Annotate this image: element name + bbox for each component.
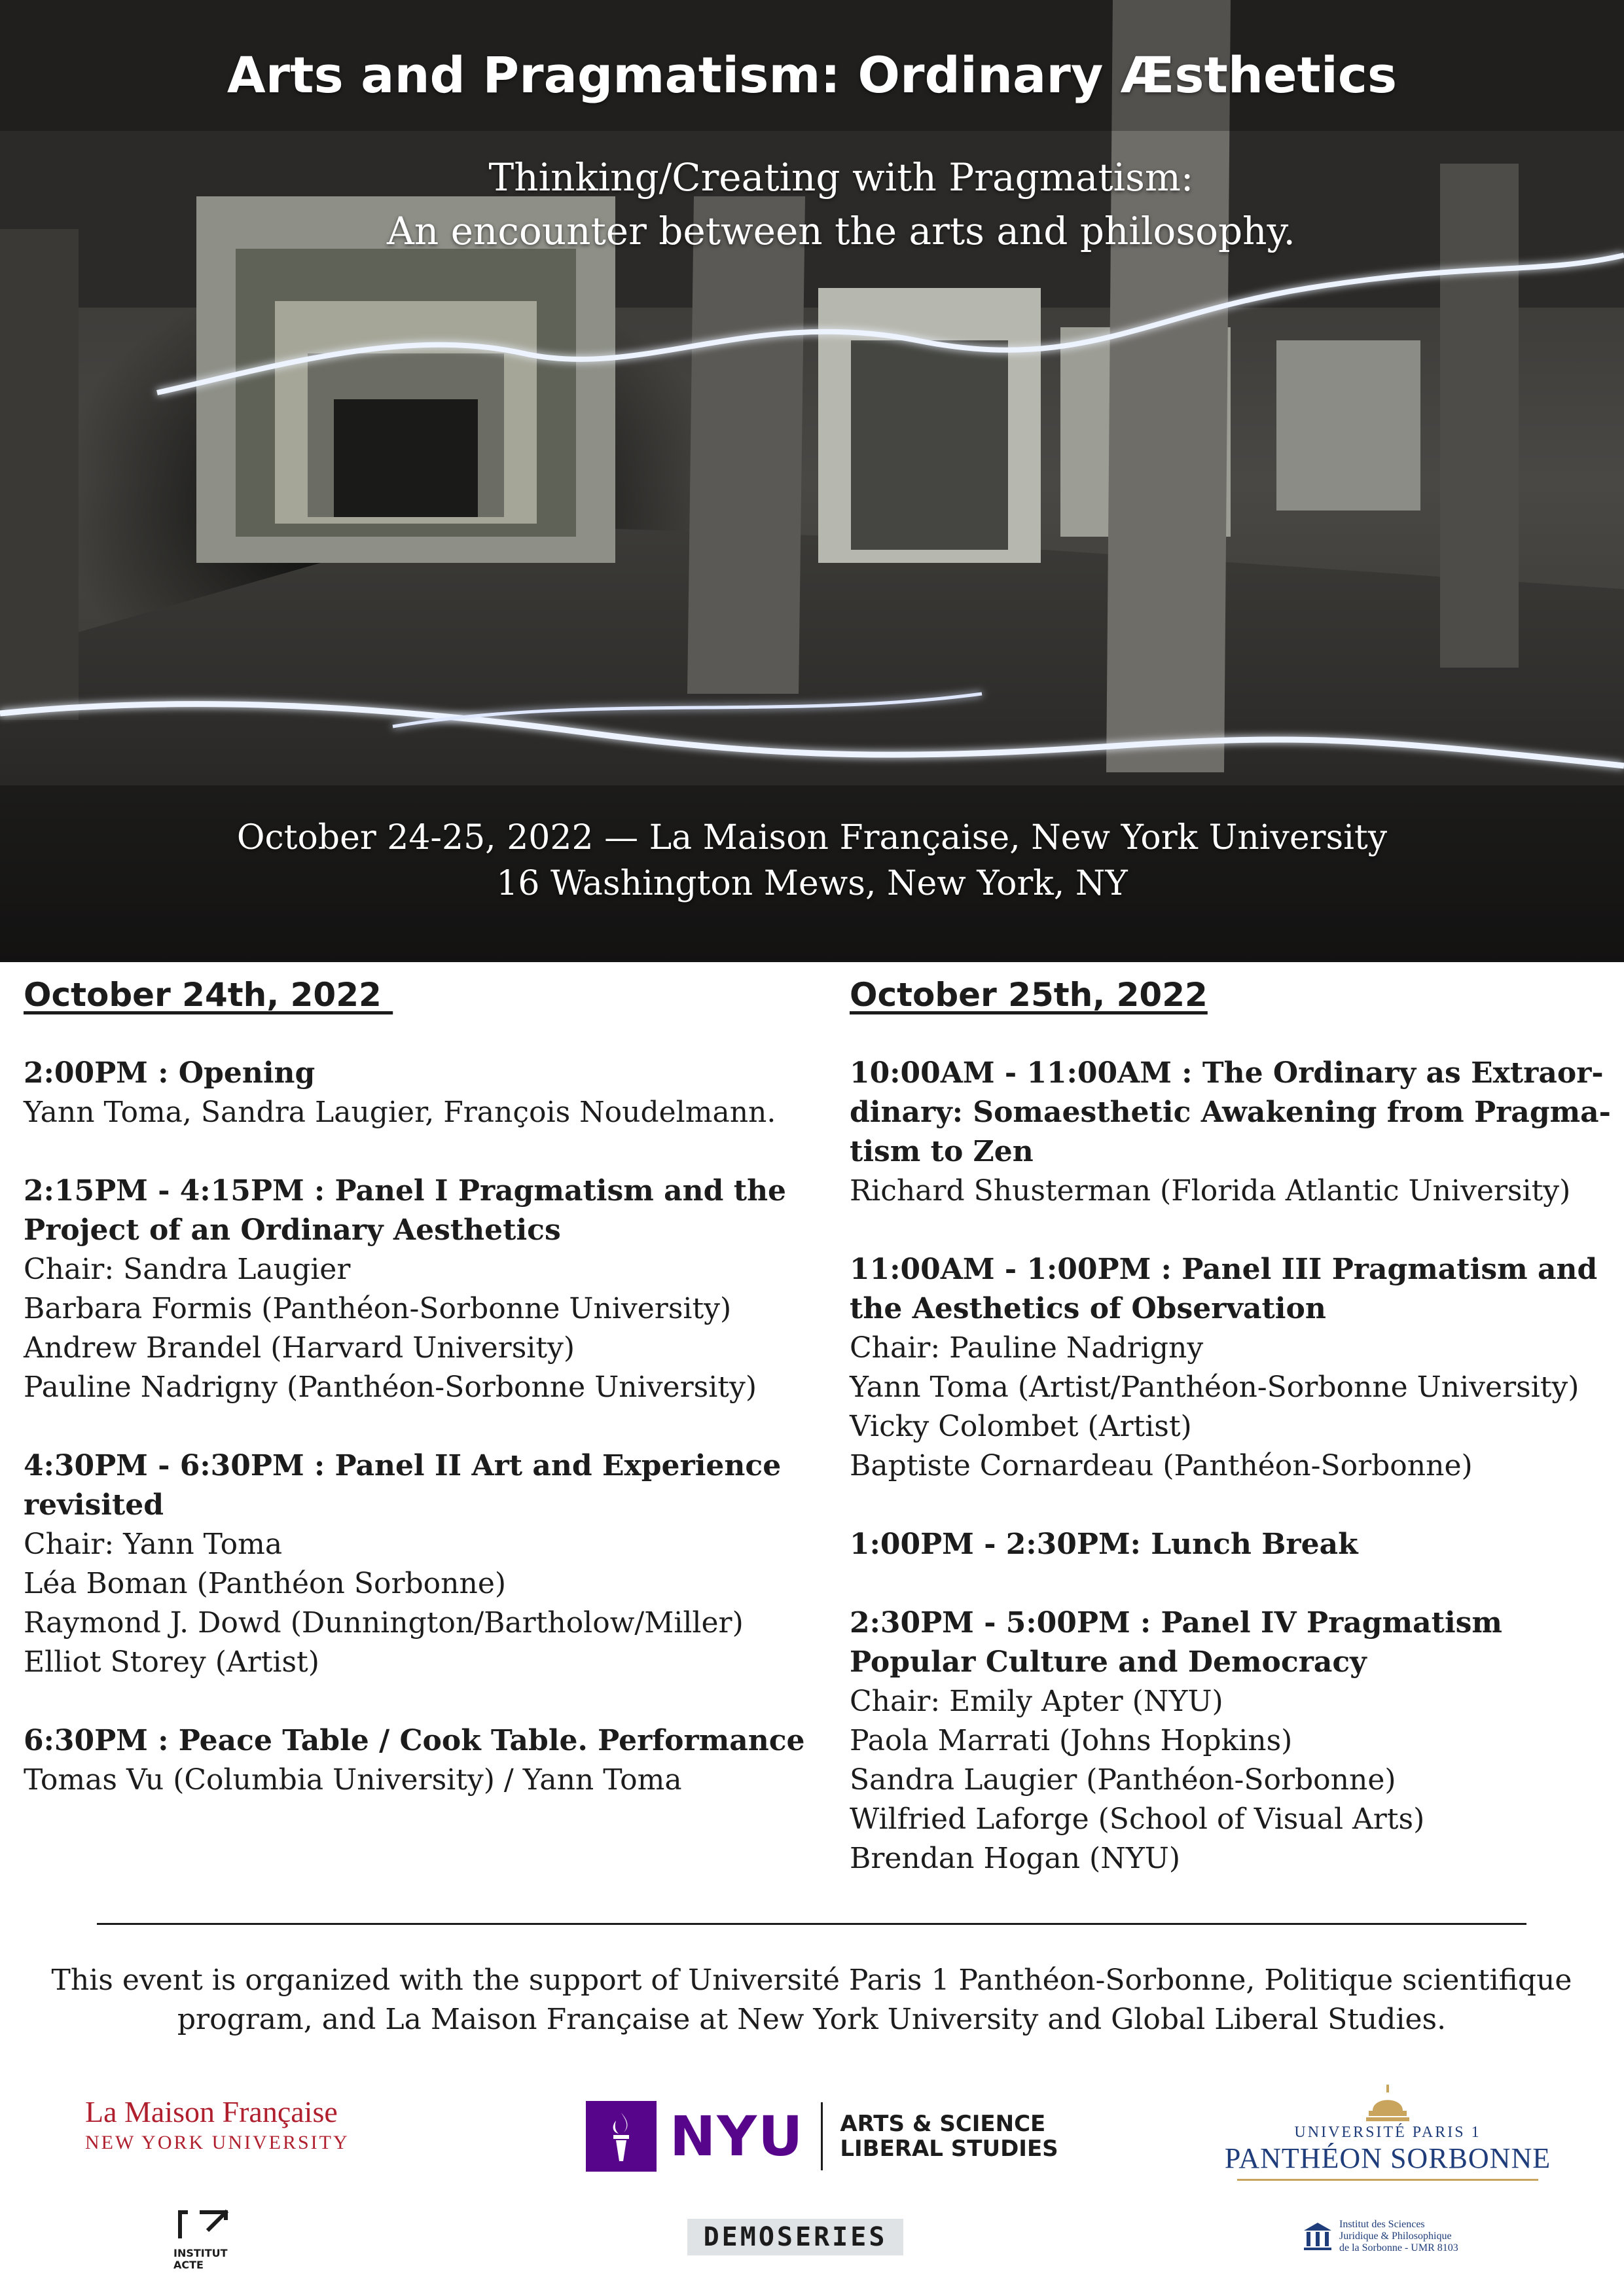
acte-line-1: INSTITUT <box>173 2247 228 2259</box>
p1-university-label: UNIVERSITÉ PARIS 1 <box>1294 2124 1481 2141</box>
session-panel-4 <box>850 1604 1609 1878</box>
session-lunch <box>850 1525 1609 1564</box>
speaker: Paola Marrati (Johns Hopkins) <box>850 1724 1293 1757</box>
support-line-1: This event is organized with the support of Université Paris 1 Panthéon-Sorbonne, Politique scientifique <box>51 1964 1572 1997</box>
session-people: Yann Toma, Sandra Laugier, François Noudelmann. <box>24 1096 776 1129</box>
session-title: revisited <box>24 1488 164 1522</box>
ishjs-line-3: de la Sorbonne - UMR 8103 <box>1339 2242 1458 2253</box>
institution-pillars-icon <box>1303 2221 1333 2251</box>
speaker: Yann Toma (Artist/Panthéon-Sorbonne University) <box>850 1371 1579 1404</box>
speaker: Barbara Formis (Panthéon-Sorbonne University) <box>24 1292 732 1325</box>
speaker: Richard Shusterman (Florida Atlantic University) <box>850 1174 1571 1208</box>
dome-icon <box>1365 2085 1411 2124</box>
nyu-sub-line-2: LIBERAL STUDIES <box>840 2136 1058 2162</box>
session-title: 6:30PM : Peace Table / Cook Table. Performance <box>24 1724 805 1757</box>
ishjs-line-2: Juridique & Philosophique <box>1339 2231 1452 2242</box>
speaker: Elliot Storey (Artist) <box>24 1645 319 1679</box>
p1-underline <box>1237 2179 1538 2181</box>
maison-logo-sub: NEW YORK UNIVERSITY <box>85 2132 350 2153</box>
nyu-logo <box>586 2101 1058 2172</box>
nyu-torch-icon <box>586 2101 657 2172</box>
date-venue-line: October 24-25, 2022 — La Maison Française, New York University <box>236 818 1388 857</box>
schedule-day-1 <box>24 975 829 1839</box>
nyu-sub-line-1: ARTS & SCIENCE <box>840 2111 1046 2137</box>
session-performance <box>24 1721 829 1800</box>
footer-divider <box>97 1923 1526 1925</box>
speaker: Sandra Laugier (Panthéon-Sorbonne) <box>850 1763 1396 1797</box>
session-keynote <box>850 1054 1609 1211</box>
event-title: Arts and Pragmatism: Ordinary Æsthetics <box>226 46 1398 104</box>
session-panel-3 <box>850 1250 1609 1486</box>
maison-logo-name: La Maison Française <box>85 2095 338 2128</box>
day-1-heading: October 24th, 2022 <box>24 976 393 1014</box>
event-subtitle <box>367 151 1316 258</box>
session-panel-2 <box>24 1446 829 1682</box>
session-chair: Chair: Yann Toma <box>24 1528 283 1561</box>
session-title: 4:30PM - 6:30PM : Panel II Art and Experience <box>24 1449 782 1482</box>
session-title: 2:15PM - 4:15PM : Panel I Pragmatism and the <box>24 1174 787 1208</box>
session-title: 2:30PM - 5:00PM : Panel IV Pragmatism <box>850 1606 1502 1640</box>
session-chair: Chair: Sandra Laugier <box>24 1253 351 1286</box>
session-title: the Aesthetics of Observation <box>850 1292 1326 1325</box>
ishjs-logo <box>1303 2219 1499 2254</box>
acte-line-2: ACTE <box>173 2259 204 2271</box>
speaker: Brendan Hogan (NYU) <box>850 1842 1181 1875</box>
address-line: 16 Washington Mews, New York, NY <box>496 864 1128 903</box>
speaker: Léa Boman (Panthéon Sorbonne) <box>24 1567 507 1600</box>
support-statement <box>26 1961 1597 2039</box>
speaker: Pauline Nadrigny (Panthéon-Sorbonne University) <box>24 1371 757 1404</box>
speaker: Andrew Brandel (Harvard University) <box>24 1331 575 1365</box>
speaker: Raymond J. Dowd (Dunnington/Bartholow/Miller) <box>24 1606 744 1640</box>
nyu-wordmark: NYU <box>670 2104 804 2168</box>
session-chair: Chair: Emily Apter (NYU) <box>850 1685 1223 1718</box>
support-line-2: program, and La Maison Française at New York University and Global Liberal Studies. <box>177 2003 1447 2036</box>
speaker: Wilfried Laforge (School of Visual Arts) <box>850 1803 1425 1836</box>
subtitle-line-1: Thinking/Creating with Pragmatism: <box>488 155 1194 200</box>
nyu-logo-divider <box>821 2102 823 2170</box>
session-title: Popular Culture and Democracy <box>850 1645 1367 1679</box>
session-title: 2:00PM : Opening <box>24 1056 316 1090</box>
demoseries-logo: DEMOSERIES <box>687 2219 903 2255</box>
institut-acte-logo <box>173 2206 252 2271</box>
session-title: Project of an Ordinary Aesthetics <box>24 1213 561 1247</box>
session-panel-1 <box>24 1172 829 1407</box>
speaker: Vicky Colombet (Artist) <box>850 1410 1192 1443</box>
session-opening <box>24 1054 829 1132</box>
session-title: dinary: Somaesthetic Awakening from Pragma- <box>850 1096 1611 1129</box>
session-title: 11:00AM - 1:00PM : Panel III Pragmatism and <box>850 1253 1598 1286</box>
session-people: Tomas Vu (Columbia University) / Yann Toma <box>24 1763 682 1797</box>
nyu-department <box>840 2111 1058 2161</box>
subtitle-line-2: An encounter between the arts and philosophy. <box>386 209 1295 253</box>
schedule-day-2 <box>850 975 1609 1918</box>
event-date-location <box>0 815 1624 906</box>
session-title: 1:00PM - 2:30PM: Lunch Break <box>850 1528 1358 1561</box>
speaker: Baptiste Cornardeau (Panthéon-Sorbonne) <box>850 1449 1473 1482</box>
session-title: 10:00AM - 11:00AM : The Ordinary as Extraor- <box>850 1056 1604 1090</box>
session-title: tism to Zen <box>850 1135 1034 1168</box>
p1-name: PANTHÉON SORBONNE <box>1224 2142 1551 2174</box>
ishjs-text <box>1339 2219 1458 2254</box>
acte-mark-icon <box>173 2206 245 2245</box>
session-chair: Chair: Pauline Nadrigny <box>850 1331 1204 1365</box>
maison-francaise-logo <box>85 2094 386 2156</box>
pantheon-sorbonne-logo <box>1224 2085 1551 2181</box>
ishjs-line-1: Institut des Sciences <box>1339 2219 1425 2230</box>
hero-banner <box>0 0 1624 962</box>
day-2-heading: October 25th, 2022 <box>850 976 1208 1014</box>
